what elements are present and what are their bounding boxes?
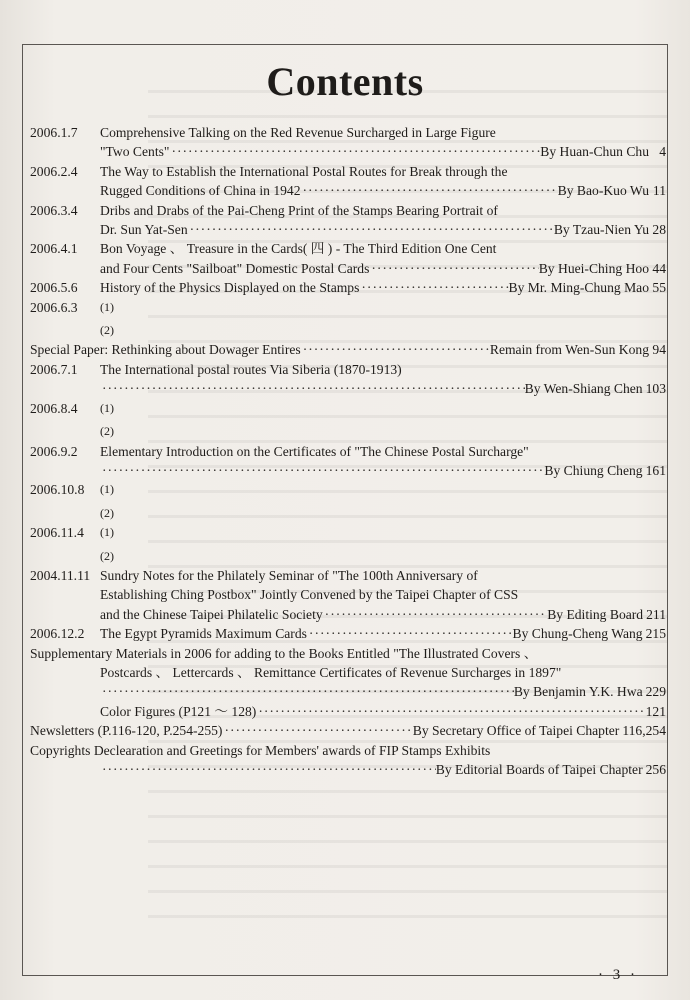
entry-body [100,399,666,442]
subentry-number: (2) [100,505,114,520]
entry-date: 2006.9.2 [30,443,78,459]
entry-body [100,624,666,643]
entry-title-line: Copyrights Declearation and Greetings for Members' awards of FIP Stamps Exhibits [30,742,491,758]
toc-dotted-line [100,624,666,643]
toc-dotted-line [100,278,666,297]
entry-page: 161 [645,462,666,478]
leader-dots [369,259,538,278]
entry-body [30,721,666,740]
toc-subentry [100,547,666,566]
entry-date: 2006.3.4 [30,202,78,218]
leader-dots [100,682,514,701]
entry-page: 103 [645,381,666,397]
entry-body [30,644,666,702]
toc-entry [30,399,666,442]
entry-body [100,123,666,162]
entry-author: By Tzau-Nien Yu [553,222,649,238]
toc-entry [30,201,666,240]
entry-page: 211 [646,606,666,622]
toc-dotted-line [30,682,666,701]
toc-entry [30,523,666,566]
entry-title: Special Paper: Rethinking about Dowager Entires [30,342,301,358]
entry-body [100,162,666,201]
entry-title: The Egypt Pyramids Maximum Cards [100,626,307,642]
entry-date: 2006.10.8 [30,482,85,498]
entry-page: 229 [645,684,666,700]
leader-dots [188,220,554,239]
subentry-number: (1) [100,400,114,415]
entry-title-line: The International postal routes Via Siberia (1870-1913) [100,361,402,377]
entry-date: 2006.11.4 [30,525,84,541]
toc-dotted-line [100,181,666,200]
entry-title-line: The Way to Establish the International Postal Routes for Break through the [100,163,508,179]
toc-entry [30,741,666,780]
entry-date: 2006.4.1 [30,241,78,257]
leader-dots [222,721,412,740]
toc-entry [30,644,666,702]
entry-body [100,278,666,297]
toc-dotted-line [100,220,666,239]
entry-body [100,480,666,523]
subentry-number: (2) [100,323,114,338]
leader-dots [301,181,558,200]
entry-title-line: Comprehensive Talking on the Red Revenue Surcharged in Large Figure [100,125,496,140]
leader-dots [359,278,508,297]
toc-dotted-line [100,379,666,398]
toc-entry [30,278,666,297]
toc-entry [30,480,666,523]
entry-author: By Wen-Shiang Chen [524,381,643,397]
entry-author: Remain from Wen-Sun Kong [489,342,649,358]
entry-author: By Chung-Cheng Wang [512,626,643,642]
entry-author: By Huan-Chun Chu [540,144,649,160]
entry-page: 4 [659,144,666,160]
toc-subentry [100,321,666,340]
leader-dots [100,760,436,779]
toc-entry [30,123,666,162]
leader-dots [301,340,490,359]
entry-author: By Mr. Ming-Chung Mao [508,280,649,296]
entry-title: "Two Cents" [100,144,170,160]
page-number: · 3 · [598,967,638,983]
entry-body [30,741,666,780]
entry-body [30,340,666,359]
entry-date [30,702,100,721]
entry-page: 94 [652,342,666,358]
entry-date: 2006.6.3 [30,299,78,315]
leader-dots [256,702,642,721]
entry-author: By Editorial Boards of Taipei Chapter [435,762,643,777]
entry-body [100,702,666,721]
entry-page: 256 [645,762,666,777]
entry-author: By Huei-Ching Hoo [538,260,649,276]
entry-page: 28 [652,222,666,238]
entry-body [100,201,666,240]
entry-date: 2006.8.4 [30,400,78,416]
toc-entry [30,239,666,278]
entry-author: By Benjamin Y.K. Hwa [513,684,643,700]
toc-dotted-line [100,461,666,480]
subentry-number: (2) [100,424,114,439]
entry-date: 2006.7.1 [30,361,78,377]
entry-body [100,523,666,566]
toc-dotted-line [100,702,666,721]
entry-page: 44 [652,260,666,276]
entry-page: 55 [652,280,666,296]
toc-dotted-line [30,340,666,359]
entry-title-line: Sundry Notes for the Philately Seminar of "The 100th Anniversary of [100,567,478,583]
entry-title: Color Figures (P121 ～ 128) [100,703,257,719]
entry-title: and the Chinese Taipei Philatelic Society [100,606,323,622]
entry-title-line: Bon Voyage 、 Treasure in the Cards( 四 ) - The Third Edition One Cent [100,241,497,257]
entry-date: 2006.2.4 [30,163,78,179]
entry-title: History of the Physics Displayed on the Stamps [100,280,360,296]
entry-date: 2006.12.2 [30,626,85,642]
entry-author: By Secretary Office of Taipei Chapter [412,723,620,739]
entry-title-line: Postcards 、 Lettercards 、 Remittance Certificates of Revenue Surcharges in 1897" [100,664,562,680]
toc-subentry [100,480,666,499]
leader-dots [100,379,525,398]
entry-page: 215 [645,626,666,642]
entry-author: By Bao-Kuo Wu [557,183,649,199]
entry-title-line: Dribs and Drabs of the Pai-Cheng Print of the Stamps Bearing Portrait of [100,202,498,218]
entry-title: Newsletters (P.116-120, P.254-255) [30,723,223,739]
entry-page: 121 [645,703,666,719]
subentry-number: (1) [100,525,114,540]
entry-title: Rugged Conditions of China in 1942 [100,183,301,199]
toc-entry [30,624,666,643]
page-title: Contents [266,59,424,104]
toc-subentry [100,504,666,523]
entry-title-line: Elementary Introduction on the Certificates of "The Chinese Postal Surcharge" [100,443,529,459]
entry-author: By Editing Board [547,606,644,622]
entry-page: 11 [652,183,666,199]
toc-subentry [100,422,666,441]
toc-entry [30,162,666,201]
entry-title-line: Supplementary Materials in 2006 for adding to the Books Entitled "The Illustrated Covers 、 [30,645,538,661]
leader-dots [100,461,544,480]
leader-dots [169,142,540,161]
leader-dots [323,605,548,624]
entry-author: By Chiung Cheng [544,462,643,478]
toc-entry [30,360,666,399]
toc-subentry [100,399,666,418]
entry-body [100,360,666,399]
entry-title: Dr. Sun Yat-Sen [100,222,188,238]
entry-date: 2006.1.7 [30,125,78,140]
toc-entry [30,721,666,740]
entry-body [100,442,666,481]
toc-dotted-line [100,259,666,278]
entry-date: 2006.5.6 [30,280,78,296]
toc-dotted-line [100,142,666,161]
subentry-number: (1) [100,299,114,314]
entry-title-line: Establishing Ching Postbox" Jointly Convened by the Taipei Chapter of CSS [100,587,519,603]
subentry-number: (1) [100,482,114,497]
leader-dots [307,624,513,643]
toc-dotted-line [30,760,666,779]
entry-page: 116,254 [622,723,666,739]
toc-entry [30,442,666,481]
toc-entry [30,340,666,359]
toc-entry [30,566,666,624]
entry-date: 2004.11.11 [30,567,91,583]
entry-body [100,566,666,624]
toc-entry [30,702,666,721]
toc-dotted-line [30,721,666,740]
toc-dotted-line [100,605,666,624]
toc-subentry [100,523,666,542]
table-of-contents [30,123,666,779]
toc-entry [30,298,666,341]
subentry-number: (2) [100,548,114,563]
entry-body [100,298,666,341]
entry-body [100,239,666,278]
toc-subentry [100,298,666,317]
entry-title: and Four Cents "Sailboat" Domestic Postal Cards [100,260,370,276]
